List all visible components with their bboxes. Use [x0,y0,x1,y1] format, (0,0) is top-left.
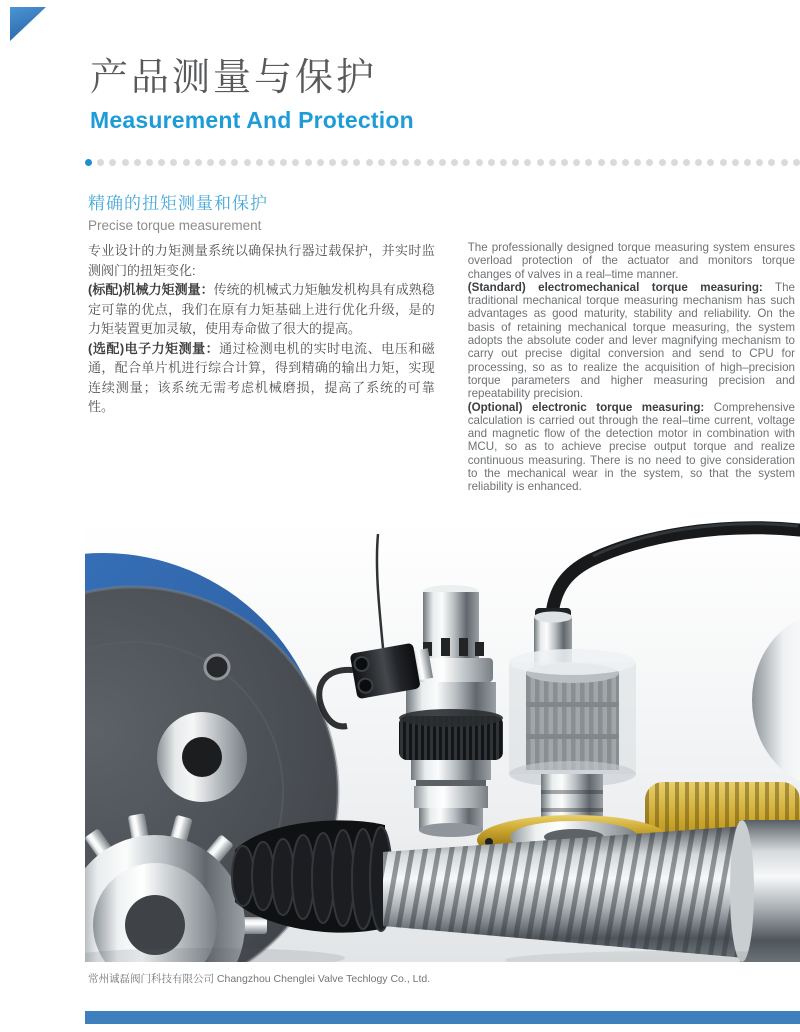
corner-accent-triangle [10,7,46,41]
divider-dot [97,159,104,166]
glass-cylinder [509,649,636,787]
divider-dot [219,159,226,166]
product-photo [85,520,800,962]
standard-body-zh: 传统的机械式力矩触发机构具有成熟稳定可靠的优点，我们在原有力矩基础上进行优化升级，是的力矩装置更加灵敏，使用寿命做了很大的提高。 [88,282,435,336]
bottom-accent-bar [85,1011,800,1024]
divider-dot [390,159,397,166]
page-header [90,56,414,133]
divider-dot [512,159,519,166]
divider-dot [195,159,202,166]
optional-paragraph-en [468,401,795,494]
divider-dot [476,159,483,166]
divider-dot [378,159,385,166]
section-heading-block [88,189,268,233]
divider-dot [659,159,666,166]
divider-dot [561,159,568,166]
divider-dot [683,159,690,166]
divider-dot [207,159,214,166]
divider-dot [646,159,653,166]
standard-paragraph-en [468,281,795,401]
divider-dot [768,159,775,166]
divider-dot [305,159,312,166]
optional-body-zh: 通过检测电机的实时电流、电压和磁通，配合单片机进行综合计算，得到精确的输出力矩，实现连续测量；该系统无需考虑机械磨损，提高了系统的可靠性。 [88,340,435,414]
divider-dot [793,159,800,166]
divider-dot [549,159,556,166]
divider-dot [329,159,336,166]
optional-lead-zh: (选配)电子力矩测量： [88,340,220,356]
standard-body-en: The traditional mechanical torque measuring mechanism has such advantages as good maturity, stability and reliability. On the basis of retaining mechanical torque measuring, the system adopts the absolute coder and lever magnifying mechanism to carry out precise digital conversion and send to CPU for processing, so as to realize the acquisition of high–precision torque parameters and higher measuring precision and repeatability precision. [467,280,795,401]
english-column [468,241,795,494]
divider-dot [695,159,702,166]
divider-dot [707,159,714,166]
divider-dot [183,159,190,166]
divider-dot [720,159,727,166]
optional-paragraph-zh [88,339,435,417]
divider-dot [317,159,324,166]
divider-dot [500,159,507,166]
divider-dot [439,159,446,166]
divider-dot [292,159,299,166]
divider-dot [280,159,287,166]
divider-dot-active [85,159,92,166]
divider-dot [598,159,605,166]
divider-dot [732,159,739,166]
divider-dot [610,159,617,166]
page-title-zh: 产品测量与保护 [90,57,378,99]
divider-dot [146,159,153,166]
divider-dot [622,159,629,166]
section-heading-en: Precise torque measurement [88,218,262,233]
standard-lead-zh: (标配)机械力矩测量： [88,282,214,297]
intro-paragraph-en: The professionally designed torque measuring system ensures overload protection of the actuator and monitors torque changes of valves in a real–time manner. [467,241,795,281]
divider-dot [244,159,251,166]
divider-dot [231,159,238,166]
optional-body-en: Comprehensive calculation is carried out through the real–time current, voltage and magnetic flow of the detection motor in combination with MCU, so as to achieve precise output torque and realize continuous measuring. There is no need to give consideration to the mechanical wear in the system, so that the system reliability is enhanced. [467,400,795,494]
divider-dot [634,159,641,166]
page-title-en: Measurement And Protection [90,107,414,133]
standard-paragraph-zh [88,280,435,339]
divider-dot [134,159,141,166]
divider-dot [671,159,678,166]
divider-dot [341,159,348,166]
company-name: 常州诚磊阀门科技有限公司 Changzhou Chenglei Valve Techlogy Co., Ltd. [88,973,431,985]
divider-dot [158,159,165,166]
divider-dot [488,159,495,166]
divider-dot [585,159,592,166]
divider-dot [256,159,263,166]
divider-dot [122,159,129,166]
divider-dot [744,159,751,166]
body-columns [88,241,795,494]
divider-dot [268,159,275,166]
divider-dot [451,159,458,166]
standard-lead-en: (Standard) electromechanical torque measuring: [467,280,763,294]
divider-dot [353,159,360,166]
intro-paragraph-zh: 专业设计的力矩测量系统以确保执行器过载保护，并实时监测阀门的扭矩变化: [88,243,435,278]
divider-dot [463,159,470,166]
optional-lead-en: (Optional) electronic torque measuring: [467,400,705,414]
divider-dot [573,159,580,166]
divider-dot [756,159,763,166]
divider-dot [170,159,177,166]
product-photo-illustration [85,520,800,962]
section-heading-zh: 精确的扭矩测量和保护 [88,194,268,213]
divider-dot [414,159,421,166]
chinese-column [88,241,435,494]
dotted-divider [85,159,800,167]
divider-dot [427,159,434,166]
divider-dot [109,159,116,166]
divider-dot [524,159,531,166]
divider-dot [402,159,409,166]
divider-dot [781,159,788,166]
divider-dot [366,159,373,166]
divider-dot [537,159,544,166]
